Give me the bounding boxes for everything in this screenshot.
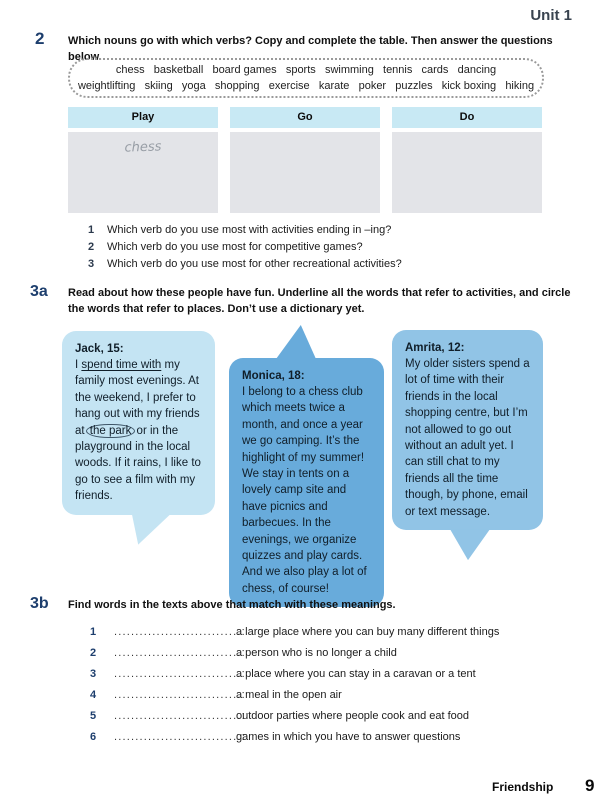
answer-blank: ..............................: [114,668,246,680]
question-1-text: Which verb do you use most with activities ending in –ing? [107,224,392,236]
speaker-name: Monica, 18: [242,370,305,382]
item-3-number: 3 [90,668,97,680]
exercise-3a-instruction: Read about how these people have fun. Underline all the words that refer to activities, and circle the words that refer to places. Don’t use a dictionary yet. [68,287,571,315]
question-3-number: 3 [88,258,95,270]
word-box [68,58,544,98]
table-cell-play [68,132,218,213]
exercise-2-number: 2 [35,29,45,48]
item-6-number: 6 [90,731,97,743]
underlined-activity: spend time with [81,359,162,371]
item-5-number: 5 [90,710,97,722]
speech-text [75,357,203,505]
answer-blank: ..............................: [114,710,246,722]
speech-text-part: or in the playground in the local woods. If it rains, I like to go to see a film with my friends. [75,424,201,503]
item-2-definition: a person who is no longer a child [236,647,397,659]
exercise-3b-number: 3b [30,595,49,612]
question-1-number: 1 [88,224,95,236]
word-box-line-1: chess basketball board games sports swimming tennis cards dancing [115,64,497,76]
bubble-tail [131,514,171,545]
speech-bubble-amrita [392,330,543,530]
question-2-number: 2 [88,241,95,253]
answer-blank: ..............................: [114,689,246,701]
footer-section-title: Friendship [492,780,554,794]
exercise-3a-number: 3a [30,283,48,300]
circled-place: the park [86,424,136,438]
table-cell-do [392,132,542,213]
speech-text-part: I [75,359,82,371]
speech-bubble-jack [62,331,215,515]
item-4-definition: a meal in the open air [236,689,342,701]
question-2-text: Which verb do you use most for competitive games? [107,241,363,253]
table-header-go: Go [230,107,380,128]
answer-blank: ..............................: [114,647,246,659]
bubble-tail [450,529,490,560]
item-2-number: 2 [90,647,97,659]
unit-header: Unit 1 [530,7,572,24]
footer-page-number: 9 [585,776,595,795]
item-1-definition: a large place where you can buy many different things [236,626,500,638]
speech-text-part: my family most evenings. At the weekend, I prefer to hang out with my friends at [75,359,200,437]
handwritten-answer-chess: chess [124,139,162,156]
exercise-2-instruction: Which nouns go with which verbs? Copy and complete the table. Then answer the questions below. [68,35,553,63]
word-box-line-2: weightlifting skiing yoga shopping exercise karate poker puzzles kick boxing hiking [77,80,535,92]
item-6-definition: games in which you have to answer questions [236,731,461,743]
speech-text: I belong to a chess club which meets twice a month, and once a year we go camping. It’s the highlight of my summer! We stay in tents on a lovely camp site and have picnics and barbecues. In the evenings, we organize quizzes and play cards. And we also play a lot of chess, of course! [242,386,367,595]
item-1-number: 1 [90,626,97,638]
speaker-name: Jack, 15: [75,343,124,355]
table-header-play: Play [68,107,218,128]
speaker-name: Amrita, 12: [405,342,465,354]
item-3-definition: a place where you can stay in a caravan or a tent [236,668,476,680]
question-3-text: Which verb do you use most for other recreational activities? [107,258,402,270]
item-5-definition: outdoor parties where people cook and eat food [236,710,469,722]
answer-blank: ..............................: [114,731,246,743]
exercise-3b-instruction: Find words in the texts above that match with these meanings. [68,599,396,611]
answer-blank: ..............................: [114,626,246,638]
bubble-tail [276,325,316,359]
table-header-do: Do [392,107,542,128]
item-4-number: 4 [90,689,97,701]
speech-text: My older sisters spend a lot of time with their friends in the local shopping centre, but I’m not allowed to go out without an adult yet. I can still chat to my friends all the time though, by phone, email or text message. [405,358,530,518]
speech-bubble-monica [229,358,384,607]
table-cell-go [230,132,380,213]
